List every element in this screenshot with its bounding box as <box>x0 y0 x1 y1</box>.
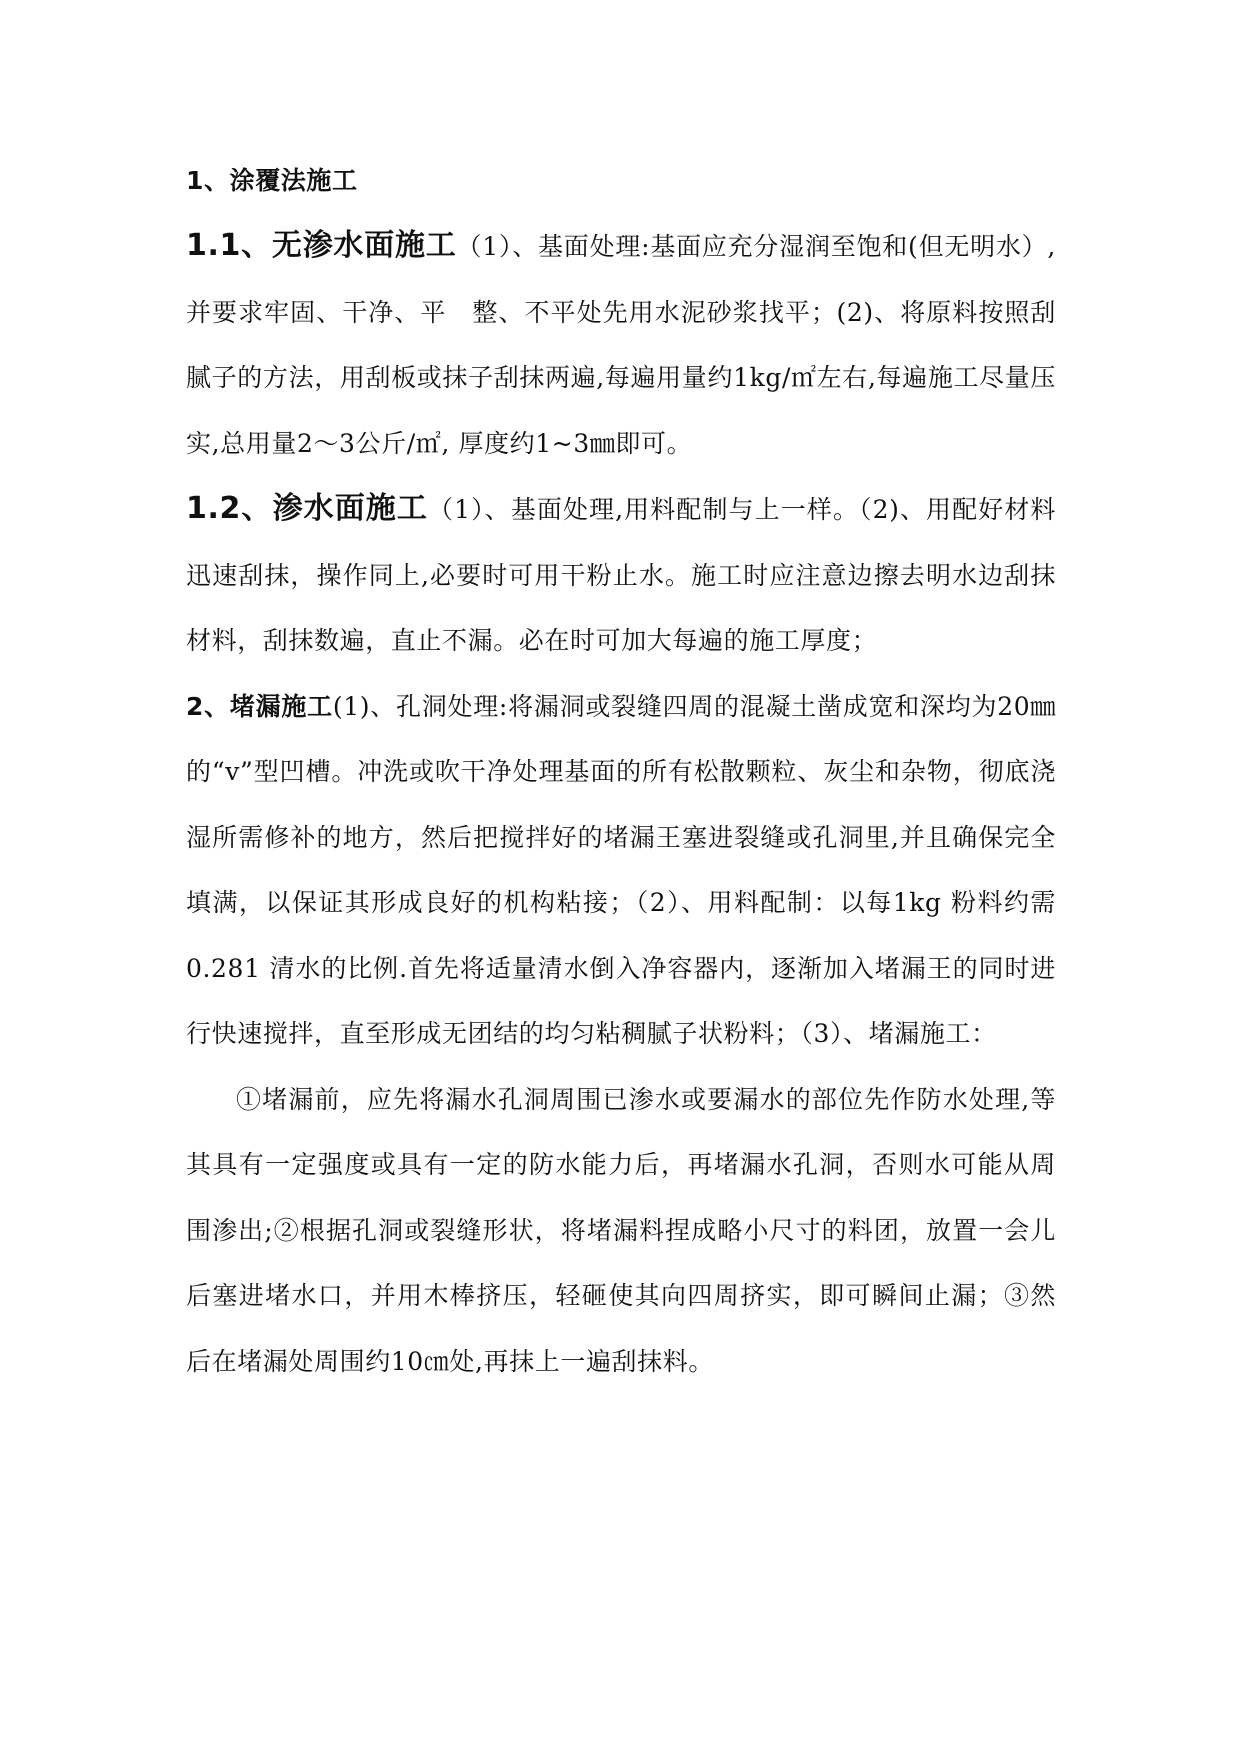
section-1-1-body: （1）、基面处理:基面应充分湿润至饱和(但无明水）,并要求牢固、干净、平 整、不平处先用水泥砂浆找平；(2)、将原料按照刮腻子的方法，用刮板或抹子刮抹两遍,每遍用量约1kg/㎡左右,每遍施工尽量压实,总用量2～3公斤/㎡, 厚度约1~3㎜即可。 <box>186 232 1056 458</box>
steps-paragraph: ①堵漏前，应先将漏水孔洞周围已渗水或要漏水的部位先作防水处理,等其具有一定强度或具有一定的防水能力后，再堵漏水孔洞，否则水可能从周围渗出;②根据孔洞或裂缝形状，将堵漏料捏成略小尺寸的料团，放置一会儿后塞进堵水口，并用木棒挤压，轻砸使其向四周挤实，即可瞬间止漏；③然后在堵漏处周围约10㎝处,再抹上一遍刮抹料。 <box>186 1084 1056 1376</box>
section-1-1-title: 1.1、无渗水面施工 <box>186 228 457 263</box>
section-1-2-paragraph <box>186 476 1056 674</box>
document-content <box>186 148 1056 1394</box>
section-2-paragraph <box>186 674 1056 1067</box>
main-heading: 1、涂覆法施工 <box>186 166 358 195</box>
section-1-1-paragraph <box>186 213 1056 476</box>
section-2-body: (1)、孔洞处理:将漏洞或裂缝四周的混凝土凿成宽和深均为20㎜的“v”型凹槽。冲洗或吹干净处理基面的所有松散颗粒、灰尘和杂物，彻底浇湿所需修补的地方，然后把搅拌好的堵漏王塞进裂缝或孔洞里,并且确保完全填满，以保证其形成良好的机构粘接；（2）、用料配制：以每1kg 粉料约需0.281 清水的比例.首先将适量清水倒入净容器内，逐渐加入堵漏王的同时进行快速搅拌，直至形成无团结的均匀粘稠腻子状粉料；（3）、堵漏施工： <box>186 691 1056 1048</box>
section-2-title: 2、堵漏施工 <box>186 691 333 721</box>
section-1-2-body: （1）、基面处理,用料配制与上一样。（2)、用配好材料迅速刮抹，操作同上,必要时可用干粉止水。施工时应注意边擦去明水边刮抹材料，刮抹数遍，直止不漏。必在时可加大每遍的施工厚度； <box>186 495 1057 655</box>
section-1-2-title: 1.2、渗水面施工 <box>186 491 428 526</box>
